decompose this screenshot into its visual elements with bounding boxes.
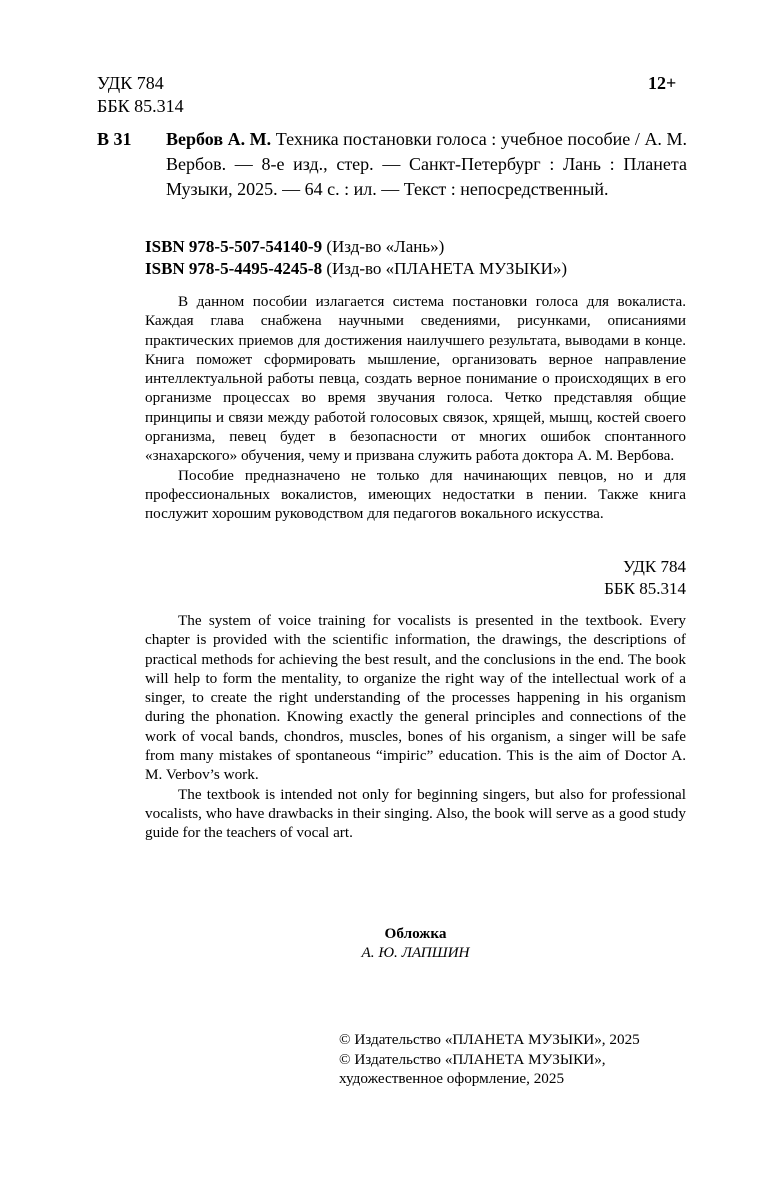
copyright-line: © Издательство «ПЛАНЕТА МУЗЫКИ», xyxy=(339,1050,606,1068)
classification-codes-top xyxy=(97,72,184,118)
author-name: Вербов А. М. xyxy=(166,129,272,149)
catalog-entry xyxy=(97,127,687,202)
isbn-line xyxy=(145,258,567,280)
cover-designer: А. Ю. ЛАПШИН xyxy=(361,944,470,962)
isbn-number: ISBN 978-5-4495-4245-8 xyxy=(145,259,323,278)
abstract-paragraph: The system of voice training for vocalists is presented in the textbook. Every chapter is provided with the scientific information, the drawings, the descriptions of practical methods for achieving the best result, and the conclusions in the end. The book will help to form the mentality, to organize the right way of the intellectual work of a singer, to create the right understanding of the processes happening in his organism during the phonation. Knowing exactly the general principles and connections of the work of vocal bands, chondros, muscles, bones of his organism, a singer will be safe from many mistakes of spontaneous “impiric” education. This is the aim of Doctor A. M. Verbov’s work. xyxy=(145,612,686,784)
copyright-line: художественное оформление, 2025 xyxy=(339,1070,565,1087)
udk-code: УДК 784 xyxy=(622,557,686,576)
isbn-publisher: (Изд-во «ПЛАНЕТА МУЗЫКИ») xyxy=(326,259,568,278)
abstract-paragraph: Пособие предназначено не только для начинающих певцов, но и для профессиональных вокалистов, имеющих недостатки в пении. Также книга послужит хорошим руководством для педагогов вокального искусства. xyxy=(145,466,686,523)
isbn-list xyxy=(145,236,567,280)
copyright-notice xyxy=(339,1030,640,1089)
udk-code: УДК 784 xyxy=(97,73,164,93)
abstract-russian xyxy=(145,292,686,524)
bibliographic-details: Техника постановки голоса : учебное пособие / А. М. Вербов. — 8-е изд., стер. — Санкт-Петербург : Лань : Планета Музыки, 2025. — 64 с. : ил. — Текст : непосредственный. xyxy=(166,129,688,199)
cover-credit xyxy=(145,924,686,963)
abstract-paragraph: В данном пособии излагается система постановки голоса для вокалиста. Каждая глава снабжена научными сведениями, рисунками, описаниями практических приемов для достижения наилучшего результата, выводами в конце. Книга поможет сформировать мышление, организовать верное направление интеллектуальной работы певца, создать верное понимание о происходящих в его организме процессах во время звучания голоса. Четко представляя общие принципы и связи между работой голосовых связок, хрящей, мышц, костей своего организма, певец будет в безопасности от многих ошибок спонтанного «знахарского» обучения, чему и призвана служить работа доктора А. М. Вербова. xyxy=(145,293,686,465)
isbn-line xyxy=(145,236,567,258)
abstract-english xyxy=(145,611,686,843)
isbn-number: ISBN 978-5-507-54140-9 xyxy=(145,237,323,256)
bibliographic-description xyxy=(166,127,687,202)
age-rating: 12+ xyxy=(648,73,677,93)
cover-label: Обложка xyxy=(384,925,447,942)
abstract-paragraph: The textbook is intended not only for beginning singers, but also for professional vocalists, who have drawbacks in their singing. Also, the book will serve as a good study guide for the teachers of vocal art. xyxy=(145,785,686,842)
isbn-publisher: (Изд-во «Лань») xyxy=(326,237,445,256)
bbk-code: ББК 85.314 xyxy=(97,96,184,116)
copyright-line: © Издательство «ПЛАНЕТА МУЗЫКИ», 2025 xyxy=(339,1031,640,1048)
bbk-code: ББК 85.314 xyxy=(604,579,686,598)
classification-codes-right xyxy=(604,556,686,600)
author-code: В 31 xyxy=(97,129,132,149)
